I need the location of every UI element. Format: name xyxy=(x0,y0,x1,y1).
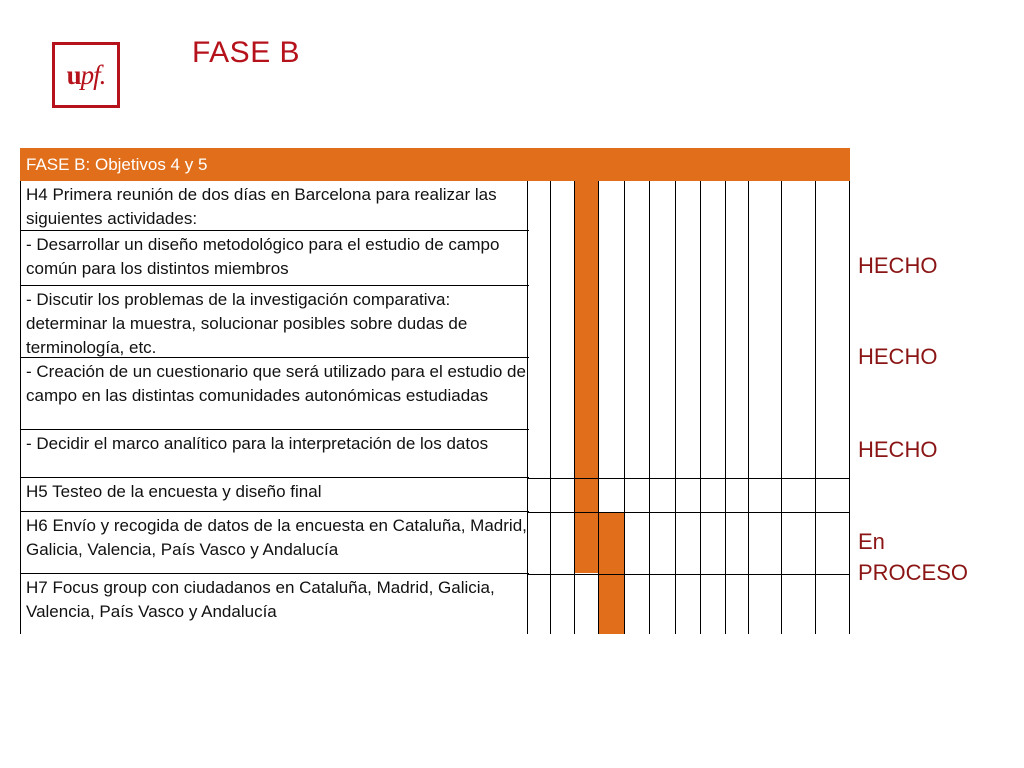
upf-logo xyxy=(52,42,120,108)
page-title: FASE B xyxy=(192,36,301,69)
grid-line xyxy=(649,181,650,634)
grid-row-line xyxy=(528,574,850,575)
grid-line xyxy=(624,181,625,634)
task-row-h7: H7 Focus group con ciudadanos en Cataluña, Madrid, Galicia, Valencia, País Vasco y Andalucía xyxy=(26,578,495,621)
grid-row-line xyxy=(528,512,850,513)
task-row-h4: H4 Primera reunión de dos días en Barcelona para realizar las siguientes actividades: xyxy=(21,181,529,231)
status-h4-metodologia: HECHO xyxy=(858,253,938,278)
grid-line xyxy=(700,181,701,634)
task-row-h5: H5 Testeo de la encuesta y diseño final xyxy=(21,478,529,512)
grid-line xyxy=(815,181,816,634)
grid-line xyxy=(725,181,726,634)
grid-row-line xyxy=(528,478,850,479)
grid-line xyxy=(675,181,676,634)
status-h6 xyxy=(858,526,968,588)
gantt-chart xyxy=(20,148,850,634)
task-row-metodologia: - Desarrollar un diseño metodológico para el estudio de campo común para los distintos miembros xyxy=(21,231,529,286)
task-row-h6: H6 Envío y recogida de datos de la encuesta en Cataluña, Madrid, Galicia, Valencia, País Vasco y Andalucía xyxy=(21,512,529,574)
status-h6-line1: En xyxy=(858,529,885,554)
task-row-cuestionario: - Creación de un cuestionario que será utilizado para el estudio de campo en las distintas comunidades autonómicas estudiadas xyxy=(21,358,529,430)
schedule-bar-h4-h6 xyxy=(574,181,598,573)
status-h4-investigacion: HECHO xyxy=(858,344,938,369)
task-row-marco: - Decidir el marco analítico para la interpretación de los datos xyxy=(21,430,529,478)
table-heading: FASE B: Objetivos 4 y 5 xyxy=(20,148,850,181)
grid-line xyxy=(598,181,599,634)
grid-line xyxy=(748,181,749,634)
grid-line xyxy=(574,181,575,634)
grid-line xyxy=(781,181,782,634)
grid-line xyxy=(550,181,551,634)
task-row-investigacion: - Discutir los problemas de la investigación comparativa: determinar la muestra, solucionar posibles sobre dudas de terminología, etc. xyxy=(21,286,529,358)
task-column xyxy=(20,181,528,634)
status-h4-marco: HECHO xyxy=(858,437,938,462)
logo-text: upf. xyxy=(66,59,106,90)
status-h6-line2: PROCESO xyxy=(858,560,969,585)
grid-line xyxy=(849,181,850,634)
